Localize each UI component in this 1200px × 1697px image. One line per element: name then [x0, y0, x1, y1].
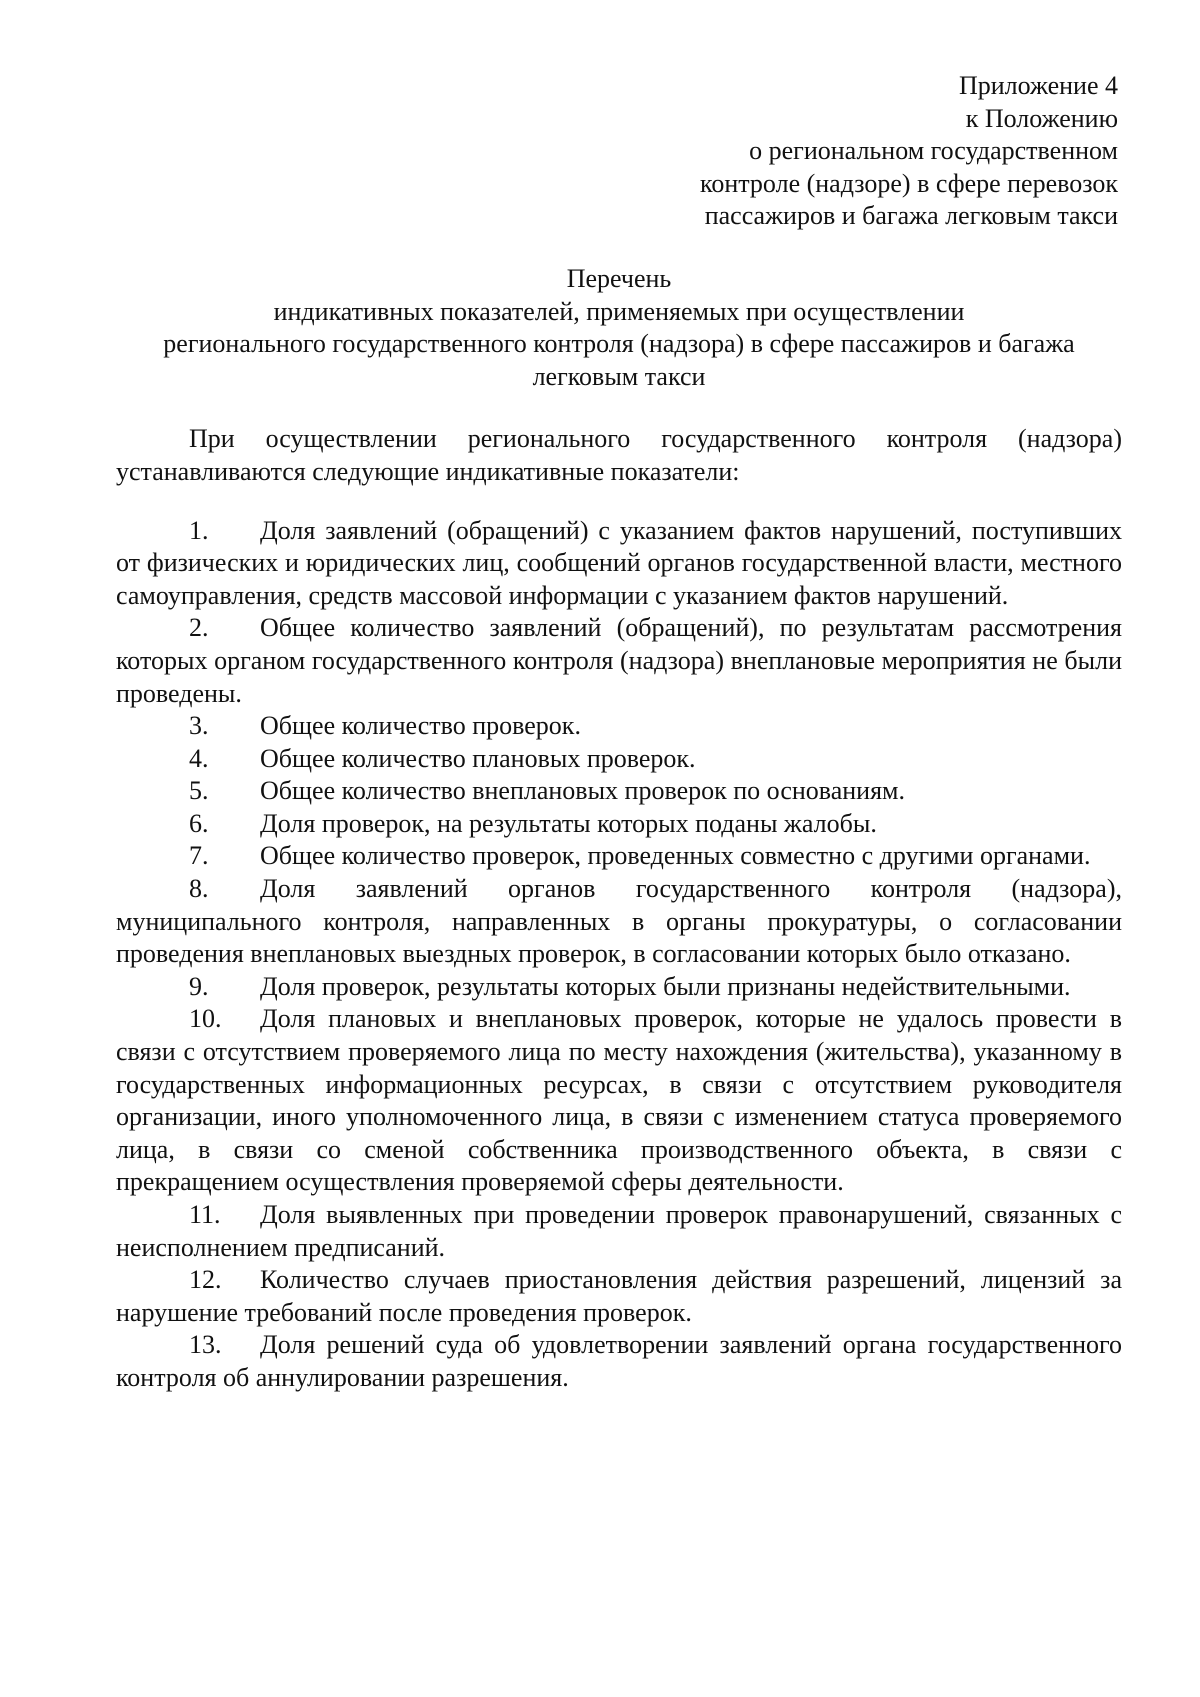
item-text: Доля заявлений (обращений) с указанием фактов нарушений, поступивших от физических и юридических лиц, сообщений органов государственной власти, местного самоуправления, средств массовой информации с указанием фактов нарушений.: [116, 515, 1122, 610]
list-item: [116, 710, 1122, 743]
intro-paragraph: При осуществлении регионального государственного контроля (надзора) устанавливаются следующие индикативные показатели:: [116, 424, 1122, 486]
document-page: [116, 70, 1122, 1395]
item-number: 6.: [189, 808, 209, 838]
appendix-header: [116, 70, 1122, 233]
list-item: [116, 840, 1122, 873]
list-item: [116, 873, 1122, 971]
list-item: [116, 775, 1122, 808]
item-text: Общее количество плановых проверок.: [260, 743, 696, 773]
item-text: Доля заявлений органов государственного контроля (надзора), муниципального контроля, направленных в органы прокуратуры, о согласовании проведения внеплановых выездных проверок, в согласовании которых было отказано.: [116, 874, 1122, 969]
item-number: 3.: [189, 711, 209, 741]
item-text: Количество случаев приостановления действия разрешений, лицензий за нарушение требований после проведения проверок.: [116, 1265, 1122, 1327]
item-text: Общее количество внеплановых проверок по основаниям.: [260, 776, 905, 806]
list-item: [116, 971, 1122, 1004]
list-item: [116, 515, 1122, 613]
item-text: Общее количество проверок, проведенных совместно с другими органами.: [260, 841, 1091, 871]
item-number: 1.: [189, 515, 209, 545]
title-line: регионального государственного контроля (надзора) в сфере пассажиров и багажа: [163, 329, 1075, 359]
item-number: 5.: [189, 776, 209, 806]
list-item: [116, 743, 1122, 776]
item-text: Доля плановых и внеплановых проверок, которые не удалось провести в связи с отсутствием проверяемого лица по месту нахождения (жительства), указанному в государственных информационных ресурсах, в связи с отсутствием руководителя организации, иного уполномоченного лица, в связи с изменением статуса проверяемого лица, в связи со сменой собственника производственного объекта, в связи с прекращением осуществления проверяемой сферы деятельности.: [116, 1004, 1122, 1197]
item-number: 12.: [189, 1265, 222, 1295]
title-line: легковым такси: [532, 361, 706, 391]
item-text: Общее количество проверок.: [260, 711, 581, 741]
appendix-line: Приложение 4: [958, 71, 1118, 100]
title-line: индикативных показателей, применяемых при осуществлении: [273, 296, 965, 326]
item-number: 2.: [189, 613, 209, 643]
item-text: Доля выявленных при проведении проверок правонарушений, связанных с неисполнением предписаний.: [116, 1200, 1122, 1262]
list-item: [116, 1199, 1122, 1264]
appendix-line: о региональном государственном: [749, 136, 1118, 166]
title-line: Перечень: [566, 263, 672, 293]
item-number: 11.: [189, 1200, 221, 1229]
appendix-line: к Положению: [965, 103, 1118, 133]
item-number: 13.: [189, 1330, 222, 1360]
item-number: 4.: [189, 743, 209, 773]
appendix-line: контроле (надзоре) в сфере перевозок: [700, 168, 1118, 198]
item-text: Доля проверок, результаты которых были признаны недействительными.: [260, 971, 1071, 1001]
item-number: 8.: [189, 874, 209, 904]
item-text: Доля проверок, на результаты которых поданы жалобы.: [260, 808, 877, 838]
list-item: [116, 808, 1122, 841]
indicator-list: [116, 515, 1122, 1395]
list-item: [116, 612, 1122, 710]
item-number: 7.: [189, 841, 209, 871]
item-text: Доля решений суда об удовлетворении заявлений органа государственного контроля об аннулировании разрешения.: [116, 1330, 1122, 1392]
item-number: 10.: [189, 1004, 222, 1034]
list-item: [116, 1329, 1122, 1394]
appendix-line: пассажиров и багажа легковым такси: [704, 201, 1118, 231]
item-number: 9.: [189, 971, 209, 1001]
item-text: Общее количество заявлений (обращений), по результатам рассмотрения которых органом государственного контроля (надзора) внеплановые мероприятия не были проведены.: [116, 613, 1122, 708]
list-item: [116, 1003, 1122, 1199]
document-title: [116, 263, 1122, 393]
list-item: [116, 1264, 1122, 1329]
